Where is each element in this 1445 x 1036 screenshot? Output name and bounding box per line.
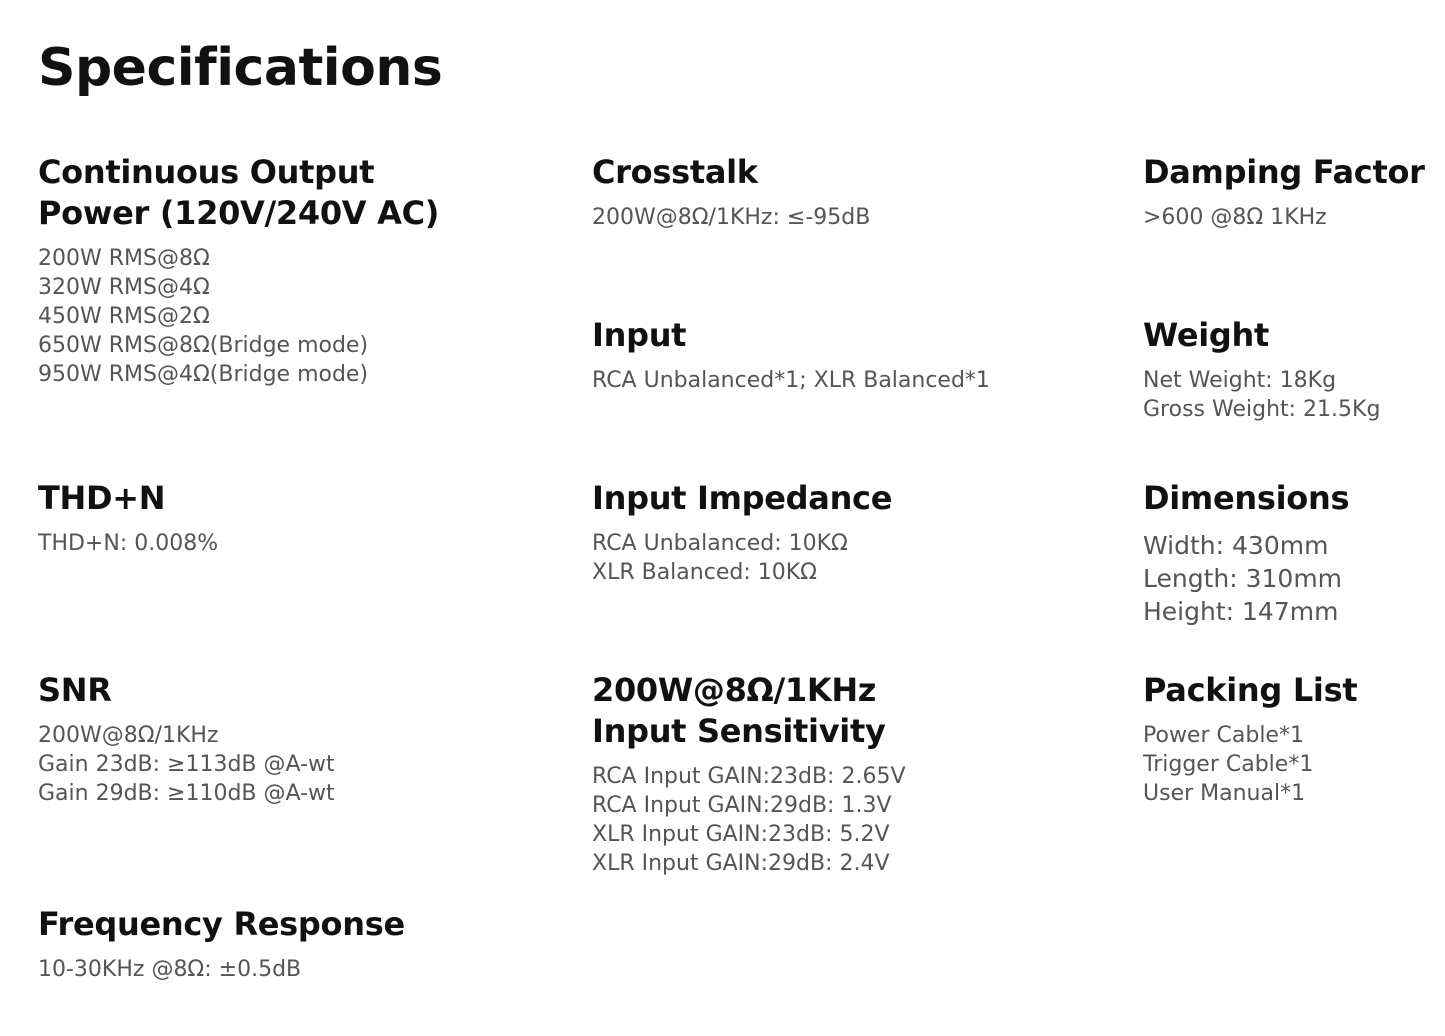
spec-value: XLR Input GAIN:29dB: 2.4V	[592, 851, 890, 876]
spec-heading-line: Input Sensitivity	[592, 712, 886, 750]
spec-values	[38, 721, 335, 808]
spec-value: 200W RMS@8Ω	[38, 246, 210, 271]
spec-heading-line: Power (120V/240V AC)	[38, 194, 440, 232]
spec-value: 200W@8Ω/1KHz: ≤-95dB	[592, 205, 871, 230]
spec-heading: Damping Factor	[1143, 153, 1425, 191]
spec-value: Net Weight: 18Kg	[1143, 368, 1337, 393]
spec-value: 950W RMS@4Ω(Bridge mode)	[38, 362, 369, 387]
spec-heading: Crosstalk	[592, 153, 758, 191]
spec-value: RCA Input GAIN:23dB: 2.65V	[592, 764, 906, 789]
spec-snr	[38, 670, 335, 808]
spec-heading: Weight	[1143, 316, 1270, 354]
spec-value: RCA Unbalanced*1; XLR Balanced*1	[592, 368, 990, 393]
spec-value: User Manual*1	[1143, 781, 1306, 806]
spec-value: THD+N: 0.008%	[38, 531, 219, 556]
spec-values	[1143, 366, 1380, 424]
spec-value: Gross Weight: 21.5Kg	[1143, 397, 1381, 422]
spec-weight	[1143, 315, 1380, 424]
spec-value: 10-30KHz @8Ω: ±0.5dB	[38, 957, 302, 982]
spec-dimensions	[1143, 478, 1349, 628]
spec-value: Power Cable*1	[1143, 723, 1304, 748]
spec-value: RCA Input GAIN:29dB: 1.3V	[592, 793, 892, 818]
spec-values	[592, 762, 906, 878]
spec-input-impedance	[592, 478, 892, 587]
spec-values	[592, 203, 870, 232]
spec-value: 450W RMS@2Ω	[38, 304, 210, 329]
spec-values	[592, 529, 892, 587]
spec-value: Trigger Cable*1	[1143, 752, 1314, 777]
spec-heading: THD+N	[38, 479, 166, 517]
spec-value: >600 @8Ω 1KHz	[1143, 205, 1327, 230]
spec-frequency-response	[38, 904, 405, 984]
spec-heading-line: Continuous Output	[38, 153, 375, 191]
spec-values	[38, 244, 439, 389]
spec-input	[592, 315, 990, 395]
spec-input-sensitivity	[592, 670, 906, 878]
spec-value: XLR Balanced: 10KΩ	[592, 560, 817, 585]
spec-heading: SNR	[38, 671, 112, 709]
spec-thd-n	[38, 478, 218, 558]
spec-values	[38, 955, 405, 984]
spec-heading: Input Impedance	[592, 479, 893, 517]
spec-heading-line: 200W@8Ω/1KHz	[592, 671, 877, 709]
spec-values	[592, 366, 990, 395]
page-title: Specifications	[38, 38, 443, 98]
spec-value: XLR Input GAIN:23dB: 5.2V	[592, 822, 890, 847]
spec-heading: Frequency Response	[38, 905, 405, 943]
spec-value: 320W RMS@4Ω	[38, 275, 210, 300]
spec-value: RCA Unbalanced: 10KΩ	[592, 531, 848, 556]
spec-heading: Packing List	[1143, 671, 1358, 709]
spec-value: Height: 147mm	[1143, 597, 1339, 626]
spec-values	[1143, 203, 1425, 232]
spec-value: Length: 310mm	[1143, 564, 1343, 593]
spec-crosstalk	[592, 152, 870, 232]
spec-value: Gain 23dB: ≥113dB @A-wt	[38, 752, 335, 777]
spec-value: Gain 29dB: ≥110dB @A-wt	[38, 781, 335, 806]
spec-value: Width: 430mm	[1143, 531, 1329, 560]
spec-value: 650W RMS@8Ω(Bridge mode)	[38, 333, 369, 358]
spec-value: 200W@8Ω/1KHz	[38, 723, 219, 748]
spec-packing-list	[1143, 670, 1357, 808]
spec-heading	[592, 670, 906, 752]
spec-values	[38, 529, 218, 558]
spec-damping-factor	[1143, 152, 1425, 232]
spec-values	[1143, 721, 1357, 808]
spec-values	[1143, 529, 1349, 628]
spec-heading: Dimensions	[1143, 479, 1350, 517]
spec-continuous-output-power	[38, 152, 439, 389]
spec-heading	[38, 152, 439, 234]
spec-heading: Input	[592, 316, 687, 354]
